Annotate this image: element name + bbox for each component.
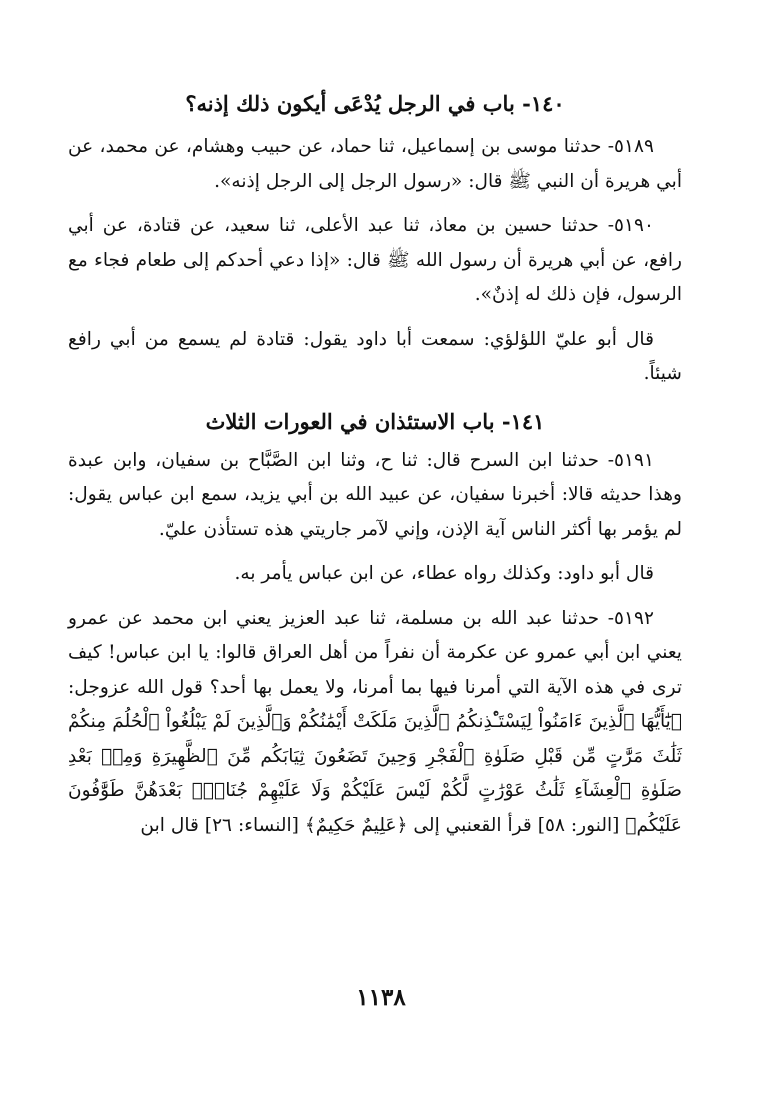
hadith-5192: ٥١٩٢- حدثنا عبد الله بن مسلمة، ثنا عبد العزيز يعني ابن محمد عن عمرو يعني ابن أبي عمرو عن عكرمة أن نفراً من أهل العراق قالوا: يا ابن عباس! كيف ترى في هذه الآية التي أمرنا فيها بما أمرنا، ولا يعمل بها أحد؟ قول الله عزوجل: ﴿يَٰٓأَيُّهَا ٱلَّذِينَ ءَامَنُواْ لِيَسْتَـْٔذِنكُمُ ٱلَّذِينَ مَلَكَتْ أَيْمَٰنُكُمْ وَٱلَّذِينَ لَمْ يَبْلُغُواْ ٱلْحُلُمَ مِنكُمْ ثَلَٰثَ مَرَّٰتٍ مِّن قَبْلِ صَلَوٰةِ ٱلْفَجْرِ وَحِينَ تَضَعُونَ ثِيَابَكُم مِّنَ ٱلظَّهِيرَةِ وَمِنۢ بَعْدِ صَلَوٰةِ ٱلْعِشَآءِ ثَلَٰثُ عَوْرَٰتٍ لَّكُمْ لَيْسَ عَلَيْكُمْ وَلَا عَلَيْهِمْ جُنَاحٌۢ بَعْدَهُنَّ طَوَّٰفُونَ عَلَيْكُم﴾ [النور: ٥٨] قرأ القعنبي إلى ﴿عَلِيمٌ حَكِيمٌ﴾ [النساء: ٢٦] قال ابن [68, 607, 682, 836]
page-body [68, 84, 682, 853]
hadith-5191: ٥١٩١- حدثنا ابن السرح قال: ثنا ح، وثنا ابن الصَّبَّاح بن سفيان، وابن عبدة وهذا حديثه قالا: أخبرنا سفيان، عن عبيد الله بن أبي يزيد، سمع ابن عباس يقول: لم يؤمر بها أكثر الناس آية الإذن، وإني لآمر جاريتي هذه تستأذن عليّ. [68, 449, 682, 540]
note-abu-dawud: قال أبو داود: وكذلك رواه عطاء، عن ابن عباس يأمر به. [234, 563, 654, 584]
hadith-5190: ٥١٩٠- حدثنا حسين بن معاذ، ثنا عبد الأعلى، ثنا سعيد، عن قتادة، عن أبي رافع، عن أبي هريرة أن رسول الله ﷺ قال: «إذا دعي أحدكم إلى طعام فجاء مع الرسول، فإن ذلك له إذنٌ». [68, 215, 682, 305]
note-abu-ali: قال أبو عليّ اللؤلؤي: سمعت أبا داود يقول: قتادة لم يسمع من أبي رافع شيئاً. [68, 328, 682, 384]
chapter-heading-140: ١٤٠- باب في الرجل يُدْعَى أيكون ذلك إذنه؟ [185, 91, 565, 116]
hadith-5189: ٥١٨٩- حدثنا موسى بن إسماعيل، ثنا حماد، عن حبيب وهشام، عن محمد، عن أبي هريرة أن النبي ﷺ قال: «رسول الرجل إلى الرجل إذنه». [68, 136, 682, 192]
chapter-heading-141: ١٤١- باب الاستئذان في العورات الثلاث [205, 408, 545, 434]
page-number: ١١٣٨ [356, 984, 406, 1011]
